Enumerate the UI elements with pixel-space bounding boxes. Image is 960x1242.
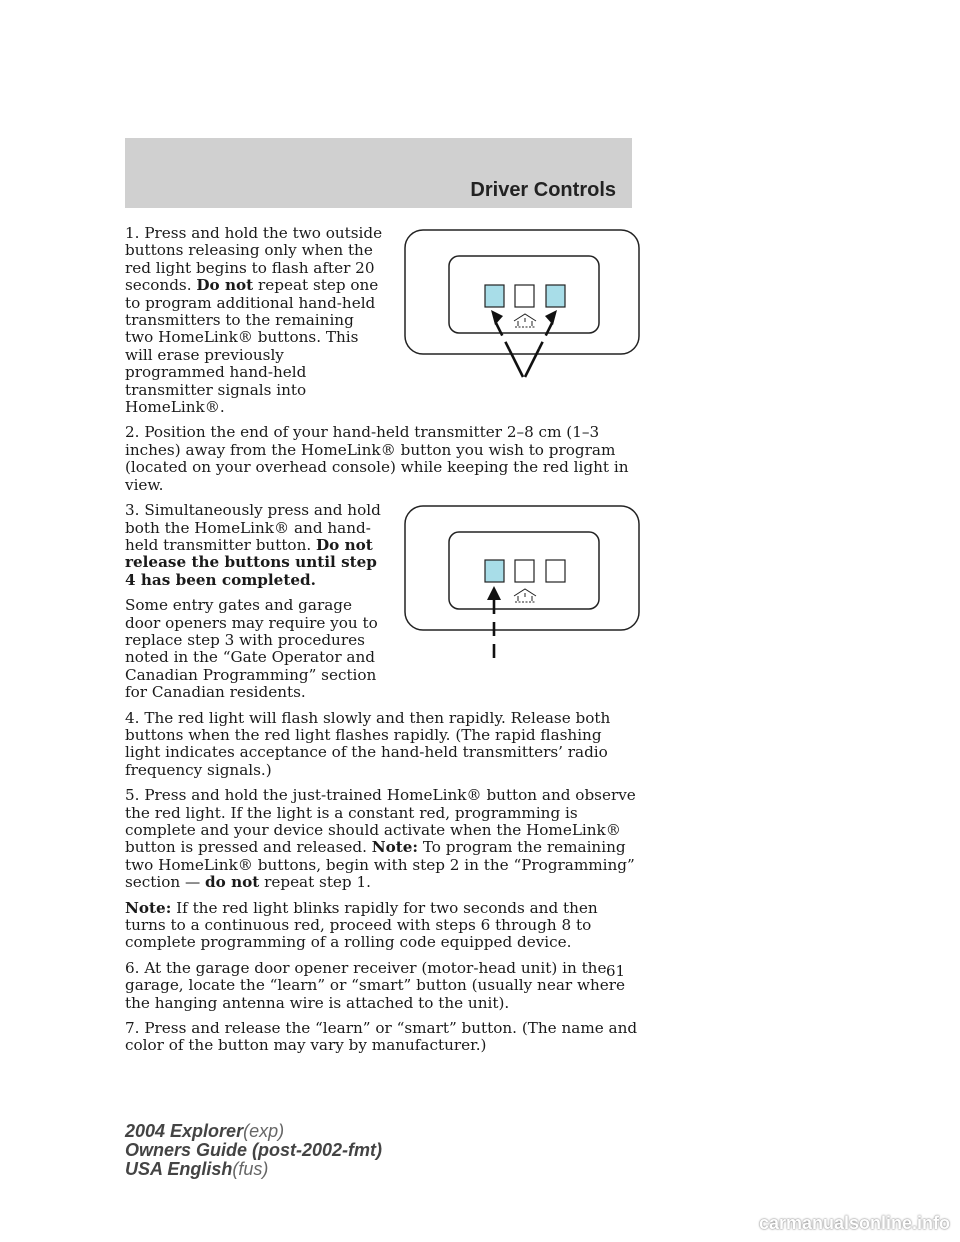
homelink-button-middle [515,560,534,582]
note-paragraph: Note: If the red light blinks rapidly for two seconds and then turns to a continuous red, proceed with steps 6 through 8 to complete programming of a rolling code equipped device. [125,898,598,952]
watermark[interactable]: carmanualsonline.info [758,1213,950,1233]
footer [125,1122,382,1179]
homelink-button-right [546,560,565,582]
footer-line-3: USA English(fus) [125,1159,269,1179]
step-2: 2. Position the end of your hand-held transmitter 2–8 cm (1–3 inches) away from the HomeLink® button you wish to program (located on your overhead console) while keeping the red light in view. [125,423,629,494]
step-1: 1. Press and hold the two outside buttons releasing only when the red light begins to flash after 20 seconds. Do not repeat step one to program additional hand-held transmitters to the remaining two HomeLink® buttons. This will erase previously programmed hand-held transmitter signals into HomeLink®. [125,224,383,417]
homelink-button-left [485,560,504,582]
homelink-button-middle [515,285,534,307]
body-text [125,225,640,1063]
homelink-figure-2 [393,500,640,690]
section-title: Driver Controls [470,179,616,201]
header-band [125,138,632,208]
step-6: 6. At the garage door opener receiver (motor-head unit) in the garage, locate the “learn” or “smart” button (usually near where the hanging antenna wire is attached to the unit). [125,958,625,1012]
homelink-figure-1 [393,223,640,391]
step-3: 3. Simultaneously press and hold both the HomeLink® and hand-held transmitter button. Do not release the buttons until step 4 has been completed. [125,501,381,589]
gates-paragraph: Some entry gates and garage door openers may require you to replace step 3 with procedures noted in the “Gate Operator and Canadian Programming” section for Canadian residents. [125,596,378,702]
page-number: 61 [606,962,626,980]
step-4: 4. The red light will flash slowly and then rapidly. Release both buttons when the red light flashes rapidly. (The rapid flashing light indicates acceptance of the hand-held transmitters’ radio frequency signals.) [125,708,611,779]
footer-line-1: 2004 Explorer(exp) [125,1121,285,1141]
homelink-button-right [546,285,565,307]
step-7: 7. Press and release the “learn” or “smart” button. (The name and color of the button may vary by manufacturer.) [125,1019,638,1055]
footer-line-2: Owners Guide (post-2002-fmt) [125,1140,383,1160]
homelink-button-left [485,285,504,307]
step-5: 5. Press and hold the just-trained HomeLink® button and observe the red light. If the light is a constant red, programming is complete and your device should activate when the HomeLink® button is pressed and released. Note: To program the remaining two HomeLink® buttons, begin with step 2 in the “Programming” section — do not repeat step 1. [125,786,636,892]
